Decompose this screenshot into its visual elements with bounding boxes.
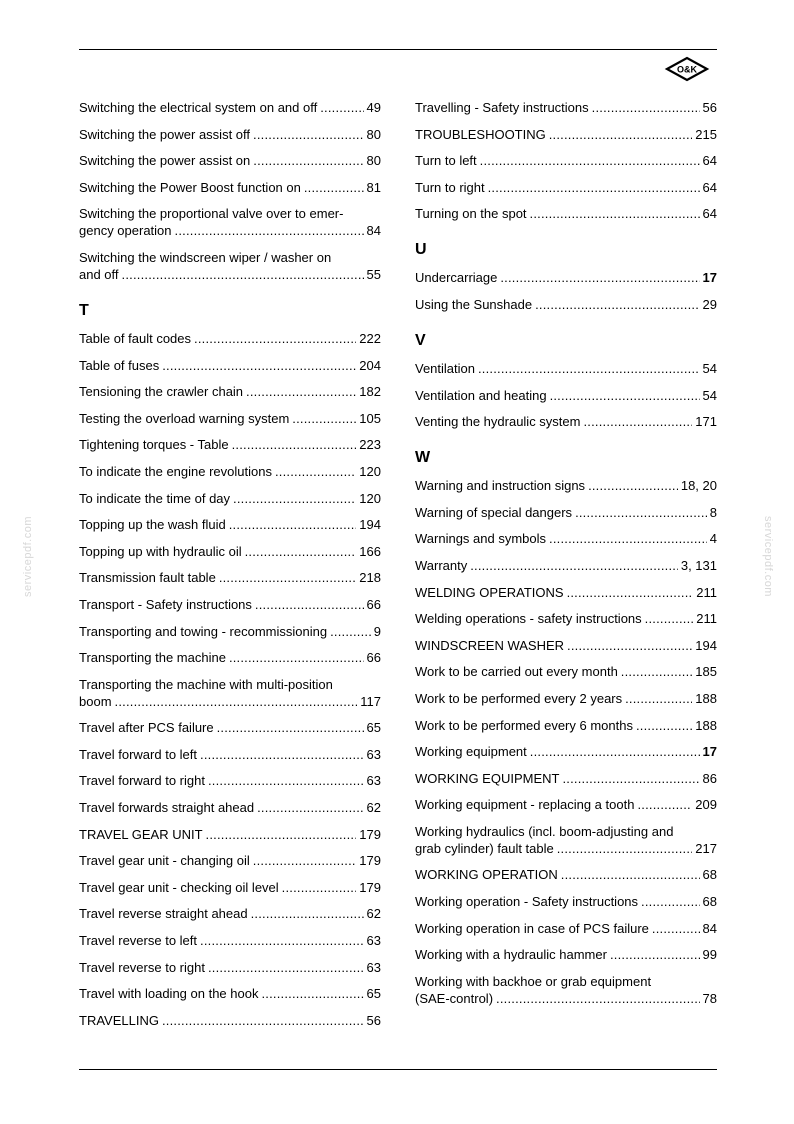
- section-heading-v: V: [415, 331, 426, 349]
- section-heading-t: T: [79, 301, 89, 319]
- index-entry: [79, 205, 381, 239]
- entry-text: Topping up the wash fluid: [79, 517, 226, 533]
- entry-page: 120: [359, 490, 381, 506]
- footer-rule: [79, 1069, 717, 1070]
- entry-page: 217: [695, 840, 717, 856]
- entry-page: 185: [695, 664, 717, 680]
- leader-dots: [175, 222, 364, 239]
- entry-text: Travel after PCS failure: [79, 720, 214, 736]
- entry-page: 65: [366, 720, 381, 736]
- entry-text: Venting the hydraulic system: [415, 414, 581, 430]
- entry-page: 81: [366, 179, 381, 195]
- entry-text: Travel reverse to left: [79, 933, 198, 949]
- leader-dots: [637, 796, 692, 813]
- entry-text-line2: gency operation: [79, 223, 172, 239]
- index-entry: [415, 920, 717, 937]
- entry-text-line2: grab cylinder) fault table: [415, 840, 554, 856]
- entry-text: TRAVELLING: [79, 1012, 159, 1028]
- entry-page: 64: [702, 206, 717, 222]
- index-entry: [415, 477, 717, 494]
- index-entry: [79, 799, 381, 816]
- index-entry: [79, 249, 381, 283]
- entry-text: Travel forward to right: [79, 773, 205, 789]
- leader-dots: [200, 746, 364, 763]
- index-entry: [415, 99, 717, 116]
- entry-text: Undercarriage: [415, 270, 498, 286]
- entry-page: 182: [359, 384, 381, 400]
- header-rule: [79, 49, 717, 50]
- entry-page: 222: [359, 330, 381, 346]
- entry-page: 84: [366, 223, 381, 239]
- entry-page: 188: [695, 690, 717, 706]
- leader-dots: [645, 610, 694, 627]
- entry-text-line1: Switching the proportional valve over to emer-: [79, 206, 344, 222]
- entry-page: 66: [366, 650, 381, 666]
- entry-text: Warning of special dangers: [415, 504, 573, 520]
- entry-text: Working equipment - replacing a tooth: [415, 797, 635, 813]
- index-entry: [79, 410, 381, 427]
- index-entry: [79, 719, 381, 736]
- entry-text: Work to be carried out every month: [415, 664, 618, 680]
- leader-dots: [232, 436, 357, 453]
- entry-text: Working operation - Safety instructions: [415, 894, 639, 910]
- entry-page: 68: [702, 867, 717, 883]
- leader-dots: [567, 637, 692, 654]
- index-entry: [415, 770, 717, 787]
- index-entry: [415, 504, 717, 521]
- entry-text: WORKING EQUIPMENT: [415, 770, 560, 786]
- entry-page: 188: [695, 717, 717, 733]
- entry-text: Turning on the spot: [415, 206, 527, 222]
- leader-dots: [496, 990, 700, 1007]
- section-heading-u: U: [415, 241, 427, 259]
- section-heading-w: W: [415, 449, 431, 467]
- entry-text: WELDING OPERATIONS: [415, 584, 564, 600]
- leader-dots: [320, 99, 363, 116]
- leader-dots: [549, 530, 707, 547]
- entry-text: WINDSCREEN WASHER: [415, 637, 565, 653]
- leader-dots: [488, 179, 700, 196]
- entry-text: Ventilation and heating: [415, 387, 547, 403]
- entry-text-line1: Transporting the machine with multi-position: [79, 676, 333, 692]
- entry-page: 179: [359, 879, 381, 895]
- entry-page: 29: [702, 296, 717, 312]
- leader-dots: [253, 852, 357, 869]
- index-entry: [79, 436, 381, 453]
- ok-logo: [663, 55, 711, 83]
- index-entry: [415, 823, 717, 857]
- entry-page: 66: [366, 596, 381, 612]
- leader-dots: [549, 126, 693, 143]
- index-entry: [79, 905, 381, 922]
- entry-page: 49: [366, 100, 381, 115]
- entry-text: Switching the Power Boost function on: [79, 179, 301, 195]
- index-entry: [79, 383, 381, 400]
- index-entry: [415, 387, 717, 404]
- entry-text: WORKING OPERATION: [415, 867, 558, 883]
- index-entry: [415, 610, 717, 627]
- leader-dots: [229, 516, 357, 533]
- index-entry: [415, 973, 717, 1007]
- entry-page: 194: [695, 637, 717, 653]
- leader-dots: [641, 893, 700, 910]
- index-entry: [79, 932, 381, 949]
- leader-dots: [583, 413, 692, 430]
- entry-page: 18, 20: [680, 478, 717, 494]
- entry-page: 64: [702, 179, 717, 195]
- entry-page: 218: [359, 570, 381, 586]
- index-entry: [79, 852, 381, 869]
- leader-dots: [208, 772, 364, 789]
- entry-page: 8: [709, 504, 717, 520]
- leader-dots: [246, 383, 356, 400]
- index-entry: [415, 637, 717, 654]
- entry-page: 63: [366, 773, 381, 789]
- leader-dots: [621, 663, 693, 680]
- index-entry: [415, 717, 717, 734]
- index-entry: [415, 690, 717, 707]
- entry-page: 179: [359, 853, 381, 869]
- index-column-left: [79, 99, 381, 1038]
- entry-page: 166: [359, 543, 381, 559]
- leader-dots: [480, 152, 700, 169]
- entry-text: Table of fuses: [79, 357, 160, 373]
- entry-text: Work to be performed every 6 months: [415, 717, 633, 733]
- index-entry: [79, 152, 381, 169]
- index-entry: [415, 360, 717, 377]
- index-entry: [79, 1012, 381, 1029]
- entry-text: Travel with loading on the hook: [79, 986, 259, 1002]
- entry-page: 55: [366, 266, 381, 282]
- leader-dots: [217, 719, 364, 736]
- leader-dots: [233, 490, 356, 507]
- leader-dots: [567, 584, 694, 601]
- index-entry: [415, 796, 717, 813]
- entry-text: Working with a hydraulic hammer: [415, 947, 607, 963]
- leader-dots: [162, 1012, 364, 1029]
- leader-dots: [470, 557, 678, 574]
- entry-page: 68: [702, 894, 717, 910]
- entry-page: 65: [366, 986, 381, 1002]
- entry-page: 63: [366, 933, 381, 949]
- leader-dots: [253, 126, 364, 143]
- leader-dots: [561, 866, 700, 883]
- entry-page: 120: [359, 463, 381, 479]
- index-entry: [415, 126, 717, 143]
- leader-dots: [122, 266, 364, 283]
- entry-text: Switching the power assist off: [79, 126, 251, 142]
- entry-page: 86: [702, 770, 717, 786]
- index-entry: [415, 893, 717, 910]
- entry-text: Turn to right: [415, 179, 485, 195]
- index-entry: [415, 557, 717, 574]
- leader-dots: [194, 330, 356, 347]
- entry-text: Tightening torques - Table: [79, 437, 229, 453]
- entry-text-line1: Working hydraulics (incl. boom-adjusting and: [415, 823, 674, 839]
- entry-text: Tensioning the crawler chain: [79, 384, 244, 400]
- entry-text: Transporting the machine: [79, 650, 226, 666]
- leader-dots: [588, 477, 678, 494]
- leader-dots: [550, 387, 700, 404]
- entry-page: 171: [695, 414, 717, 430]
- leader-dots: [261, 985, 363, 1002]
- entry-page: 211: [696, 611, 717, 627]
- entry-page: 63: [366, 959, 381, 975]
- entry-text: Welding operations - safety instructions: [415, 611, 642, 627]
- index-entry: [415, 413, 717, 430]
- entry-text: Work to be performed every 2 years: [415, 690, 623, 706]
- entry-text: Warnings and symbols: [415, 531, 547, 547]
- leader-dots: [115, 693, 358, 710]
- entry-page: 105: [359, 410, 381, 426]
- entry-page: 54: [702, 387, 717, 403]
- leader-dots: [245, 543, 357, 560]
- entry-page: 223: [359, 437, 381, 453]
- watermark-right: servicepdf.com: [762, 516, 774, 597]
- entry-text-line2: (SAE-control): [415, 990, 494, 1006]
- entry-text: TROUBLESHOOTING: [415, 126, 546, 142]
- leader-dots: [162, 357, 356, 374]
- entry-text: Travelling - Safety instructions: [415, 100, 589, 115]
- index-entry: [79, 357, 381, 374]
- entry-page: 17: [702, 744, 717, 760]
- index-entry: [79, 985, 381, 1002]
- entry-page: 80: [366, 126, 381, 142]
- index-entry: [415, 205, 717, 222]
- index-entry: [415, 663, 717, 680]
- entry-text: Turn to left: [415, 153, 477, 169]
- index-entry: [79, 490, 381, 507]
- entry-text: Switching the power assist on: [79, 153, 251, 169]
- entry-page: 4: [709, 531, 717, 547]
- entry-text-line1: Switching the windscreen wiper / washer on: [79, 249, 332, 265]
- index-entry: [79, 596, 381, 613]
- leader-dots: [206, 826, 357, 843]
- leader-dots: [282, 879, 357, 896]
- entry-text-line2: and off: [79, 266, 119, 282]
- entry-text: Transport - Safety instructions: [79, 596, 252, 612]
- index-entry: [79, 959, 381, 976]
- leader-dots: [219, 569, 356, 586]
- index-entry: [415, 269, 717, 286]
- entry-page: 80: [366, 153, 381, 169]
- index-entry: [79, 126, 381, 143]
- entry-text-line2: boom: [79, 693, 112, 709]
- leader-dots: [575, 504, 707, 521]
- leader-dots: [304, 179, 364, 196]
- entry-page: 204: [359, 357, 381, 373]
- entry-page: 56: [366, 1012, 381, 1028]
- leader-dots: [592, 99, 700, 116]
- entry-text-line1: Working with backhoe or grab equipment: [415, 973, 652, 989]
- leader-dots: [255, 596, 364, 613]
- leader-dots: [500, 269, 699, 286]
- index-entry: [415, 179, 717, 196]
- index-entry: [79, 516, 381, 533]
- index-entry: [415, 946, 717, 963]
- index-entry: [79, 179, 381, 196]
- entry-page: 54: [702, 360, 717, 376]
- entry-text: Transmission fault table: [79, 570, 216, 586]
- leader-dots: [200, 932, 364, 949]
- entry-text: Working equipment: [415, 744, 527, 760]
- index-entry: [415, 584, 717, 601]
- watermark-left: servicepdf.com: [22, 516, 34, 597]
- entry-page: 56: [702, 100, 717, 115]
- index-entry: [415, 296, 717, 313]
- entry-page: 194: [359, 517, 381, 533]
- entry-text: Using the Sunshade: [415, 296, 533, 312]
- index-entry: [79, 826, 381, 843]
- entry-text: Testing the overload warning system: [79, 410, 290, 426]
- entry-page: 62: [366, 800, 381, 816]
- entry-text: Transporting and towing - recommissioning: [79, 623, 328, 639]
- entry-page: 117: [360, 693, 381, 709]
- index-entry: [79, 649, 381, 666]
- entry-text: Topping up with hydraulic oil: [79, 543, 242, 559]
- index-entry: [415, 866, 717, 883]
- entry-text: Travel gear unit - checking oil level: [79, 879, 279, 895]
- leader-dots: [208, 959, 364, 976]
- index-entry: [415, 152, 717, 169]
- leader-dots: [610, 946, 700, 963]
- entry-text: Ventilation: [415, 360, 475, 376]
- index-entry: [415, 530, 717, 547]
- entry-text: Warranty: [415, 557, 468, 573]
- entry-text: Travel forwards straight ahead: [79, 800, 255, 816]
- leader-dots: [257, 799, 363, 816]
- index-entry: [79, 569, 381, 586]
- entry-page: 3, 131: [680, 557, 717, 573]
- leader-dots: [652, 920, 700, 937]
- logo-text: O&K: [677, 64, 697, 75]
- leader-dots: [251, 905, 364, 922]
- leader-dots: [557, 840, 693, 857]
- index-entry: [79, 543, 381, 560]
- entry-page: 84: [702, 920, 717, 936]
- index-entry: [79, 879, 381, 896]
- entry-page: 209: [695, 797, 717, 813]
- leader-dots: [535, 296, 699, 313]
- entry-text: Travel reverse straight ahead: [79, 906, 248, 922]
- entry-text: To indicate the time of day: [79, 490, 231, 506]
- entry-text: Travel gear unit - changing oil: [79, 853, 250, 869]
- entry-page: 179: [359, 826, 381, 842]
- leader-dots: [530, 743, 700, 760]
- leader-dots: [253, 152, 363, 169]
- entry-page: 78: [702, 990, 717, 1006]
- entry-page: 62: [366, 906, 381, 922]
- index-column-right: [415, 99, 717, 1016]
- entry-text: TRAVEL GEAR UNIT: [79, 826, 203, 842]
- leader-dots: [478, 360, 700, 377]
- entry-text: Travel reverse to right: [79, 959, 205, 975]
- index-entry: [415, 743, 717, 760]
- index-entry: [79, 330, 381, 347]
- leader-dots: [562, 770, 699, 787]
- entry-page: 211: [696, 584, 717, 600]
- entry-page: 9: [373, 623, 381, 639]
- index-entry: [79, 463, 381, 480]
- entry-text: Table of fault codes: [79, 330, 192, 346]
- entry-page: 63: [366, 746, 381, 762]
- entry-text: Working operation in case of PCS failure: [415, 920, 649, 936]
- index-entry: [79, 623, 381, 640]
- entry-text: Switching the electrical system on and off: [79, 100, 318, 115]
- leader-dots: [625, 690, 692, 707]
- entry-page: 17: [702, 270, 717, 286]
- entry-page: 215: [695, 126, 717, 142]
- entry-text: Warning and instruction signs: [415, 478, 586, 494]
- entry-text: To indicate the engine revolutions: [79, 463, 272, 479]
- leader-dots: [330, 623, 371, 640]
- leader-dots: [530, 205, 700, 222]
- index-entry: [79, 772, 381, 789]
- leader-dots: [292, 410, 356, 427]
- index-entry: [79, 746, 381, 763]
- entry-text: Travel forward to left: [79, 746, 198, 762]
- leader-dots: [229, 649, 364, 666]
- index-entry: [79, 99, 381, 116]
- entry-page: 99: [702, 947, 717, 963]
- leader-dots: [636, 717, 692, 734]
- leader-dots: [275, 463, 356, 480]
- index-entry: [79, 676, 381, 710]
- entry-page: 64: [702, 153, 717, 169]
